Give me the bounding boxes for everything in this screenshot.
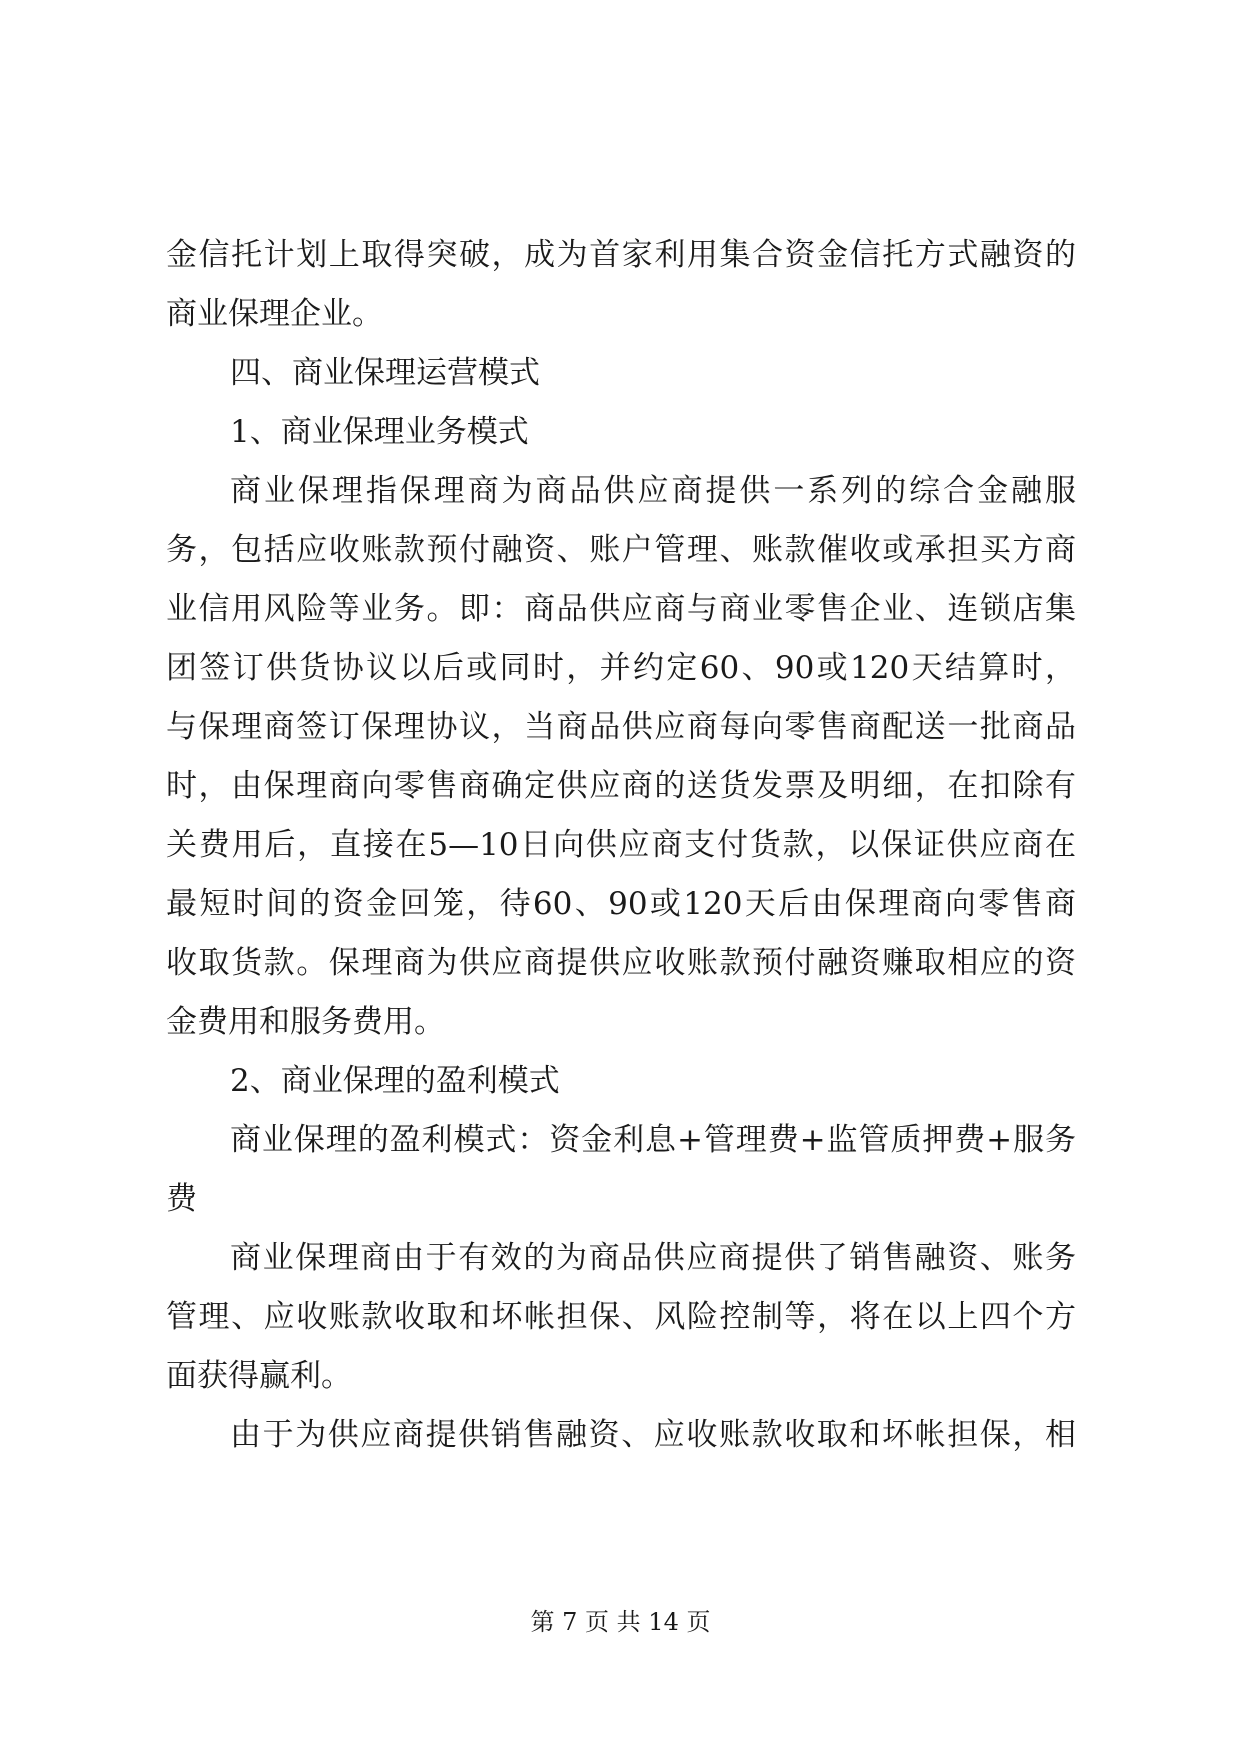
text-line: 商业保理指保理商为商品供应商提供一系列的综合金融服 bbox=[230, 473, 1076, 509]
text-line: 与保理商签订保理协议，当商品供应商每向零售商配送一批商品 bbox=[166, 709, 1076, 745]
text-line: 面获得赢利。 bbox=[166, 1358, 352, 1394]
text-line: 管理、应收账款收取和坏帐担保、风险控制等，将在以上四个方 bbox=[166, 1299, 1076, 1335]
text-line: 最短时间的资金回笼，待60、90或120天后由保理商向零售商 bbox=[166, 886, 1076, 922]
section-heading: 四、商业保理运营模式 bbox=[230, 355, 540, 391]
page-footer bbox=[0, 1607, 1241, 1637]
text-line: 收取货款。保理商为供应商提供应收账款预付融资赚取相应的资 bbox=[166, 945, 1076, 981]
text-line: 商业保理的盈利模式：资金利息+管理费+监管质押费+服务 bbox=[230, 1122, 1076, 1158]
text-line: 金信托计划上取得突破，成为首家利用集合资金信托方式融资的 bbox=[166, 237, 1076, 273]
text-line: 商业保理企业。 bbox=[166, 296, 383, 332]
page-number: 第 7 页 共 14 页 bbox=[530, 1608, 711, 1636]
subsection-heading: 1、商业保理业务模式 bbox=[230, 414, 529, 450]
text-line: 由于为供应商提供销售融资、应收账款收取和坏帐担保，相 bbox=[230, 1417, 1076, 1453]
text-line: 关费用后，直接在5—10日向供应商支付货款，以保证供应商在 bbox=[166, 827, 1076, 863]
text-line: 金费用和服务费用。 bbox=[166, 1004, 445, 1040]
text-line: 费 bbox=[166, 1181, 197, 1217]
text-line: 团签订供货协议以后或同时，并约定60、90或120天结算时， bbox=[166, 650, 1076, 686]
text-line: 商业保理商由于有效的为商品供应商提供了销售融资、账务 bbox=[230, 1240, 1076, 1276]
body-text bbox=[166, 226, 1076, 1465]
text-line: 业信用风险等业务。即：商品供应商与商业零售企业、连锁店集 bbox=[166, 591, 1076, 627]
subsection-heading: 2、商业保理的盈利模式 bbox=[230, 1063, 560, 1099]
text-line: 务，包括应收账款预付融资、账户管理、账款催收或承担买方商 bbox=[166, 532, 1076, 568]
text-line: 时，由保理商向零售商确定供应商的送货发票及明细，在扣除有 bbox=[166, 768, 1076, 804]
